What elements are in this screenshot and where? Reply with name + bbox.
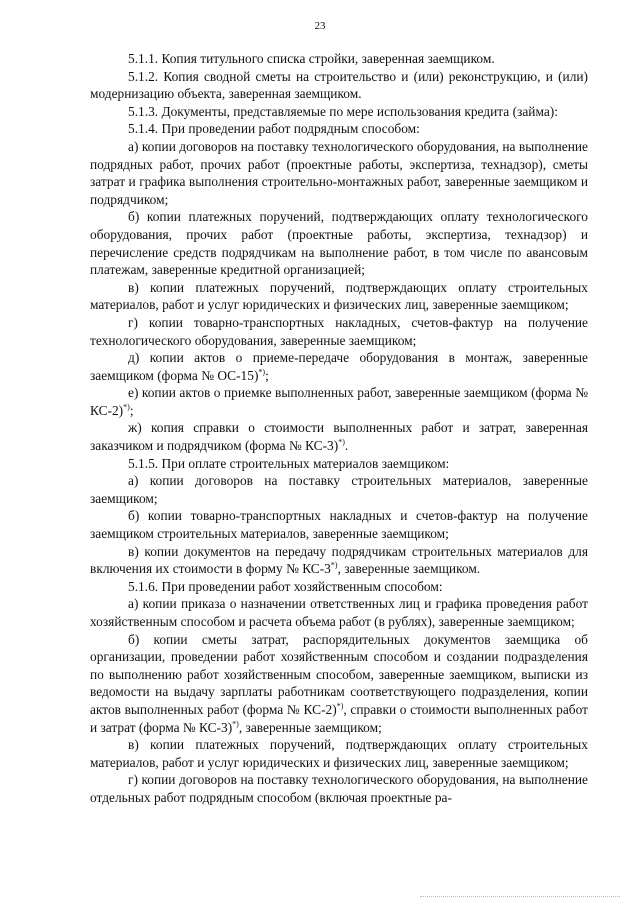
footnote-mark: *) bbox=[336, 701, 344, 711]
paragraph-5-1-6: 5.1.6. При проведении работ хозяйственным способом: bbox=[128, 578, 443, 594]
paragraph-5-1-4-e: е) копии актов о приемке выполненных работ, заверенные заемщиком (форма № КС-2)*); bbox=[90, 385, 588, 418]
paragraph-5-1-4-v: в) копии платежных поручений, подтверждающих оплату строительных материалов, работ и услуг юридических и физических лиц, заверенные заемщиком; bbox=[90, 279, 588, 313]
paragraph-5-1-5: 5.1.5. При оплате строительных материалов заемщиком: bbox=[128, 455, 450, 471]
document-body bbox=[90, 50, 588, 807]
paragraph-5-1-4-g: г) копии товарно-транспортных накладных, счетов-фактур на получение технологического оборудования, заверенные заемщиком; bbox=[90, 314, 588, 348]
paragraph-5-1-6-v: в) копии платежных поручений, подтверждающих оплату строительных материалов, работ и услуг юридических и физических лиц, заверенные заемщиком; bbox=[90, 737, 588, 770]
page-number: 23 bbox=[314, 20, 326, 32]
paragraph-5-1-6-b: б) копии сметы затрат, распорядительных документов заемщика об организации, проведении работ хозяйственным способом и создании подразделения по выполнению работ хозяйственным способом, заверенные заемщиком, выписки из ведомости на выдачу зарплаты работникам соответствующего подразделения, копии актов выполненных работ (форма № КС-2)*), справки о стоимости выполненных работ и затрат (форма № КС-3)*), заверенные заемщиком; bbox=[90, 631, 588, 735]
paragraph-5-1-5-a: а) копии договоров на поставку строительных материалов, заверенные заемщиком; bbox=[90, 473, 588, 506]
paragraph-5-1-4-b: б) копии платежных поручений, подтверждающих оплату технологического оборудования, прочих работ (проектные работы, экспертиза, технадзор) и перечисление средств подрядчикам на выполнение работ, в том числе по авансовым платежам, заверенные кредитной организацией; bbox=[90, 209, 588, 278]
footnote-mark: *) bbox=[330, 560, 338, 570]
paragraph-5-1-4: 5.1.4. При проведении работ подрядным способом: bbox=[128, 121, 420, 137]
paragraph-5-1-4-zh: ж) копия справки о стоимости выполненных работ и затрат, заверенная заказчиком и подрядчиком (форма № КС-3)*). bbox=[90, 420, 588, 454]
paragraph-5-1-5-b: б) копии товарно-транспортных накладных и счетов-фактур на получение заемщиком строительных материалов, заверенные заемщиком; bbox=[90, 508, 588, 542]
footnote-mark: *) bbox=[258, 367, 266, 377]
paragraph-5-1-2: 5.1.2. Копия сводной сметы на строительство и (или) реконструкцию, и (или) модернизацию объекта, заверенная заемщиком. bbox=[90, 68, 588, 102]
paragraph-5-1-3: 5.1.3. Документы, представляемые по мере использования кредита (займа): bbox=[128, 103, 558, 119]
paragraph-5-1-6-a: а) копии приказа о назначении ответственных лиц и графика проведения работ хозяйственным способом и расчета объема работ (в рублях), заверенные заемщиком; bbox=[90, 596, 588, 629]
paragraph-5-1-4-a: а) копии договоров на поставку технологического оборудования, на выполнение подрядных работ, прочих работ (проектные работы, экспертиза, технадзор), сметы затрат и графика выполнения строительно-монтажных работ, заверенные заемщиком и подрядчиком; bbox=[90, 138, 588, 207]
paragraph-5-1-1: 5.1.1. Копия титульного списка стройки, заверенная заемщиком. bbox=[128, 51, 495, 66]
footnote-mark: *) bbox=[123, 402, 130, 412]
paragraph-5-1-5-v: в) копии документов на передачу подрядчикам строительных материалов для включения их стоимости в форму № КС-3*), заверенные заемщиком. bbox=[90, 543, 588, 577]
footnote-mark: *) bbox=[232, 719, 239, 729]
scan-artifact-line bbox=[420, 896, 620, 899]
paragraph-5-1-4-d: д) копии актов о приеме-передаче оборудования в монтаж, заверенные заемщиком (форма № ОС-15)*); bbox=[90, 350, 588, 383]
paragraph-5-1-6-g: г) копии договоров на поставку технологического оборудования, на выполнение отдельных работ подрядным способом (включая проектные ра- bbox=[90, 772, 588, 805]
footnote-mark: *) bbox=[338, 437, 345, 447]
